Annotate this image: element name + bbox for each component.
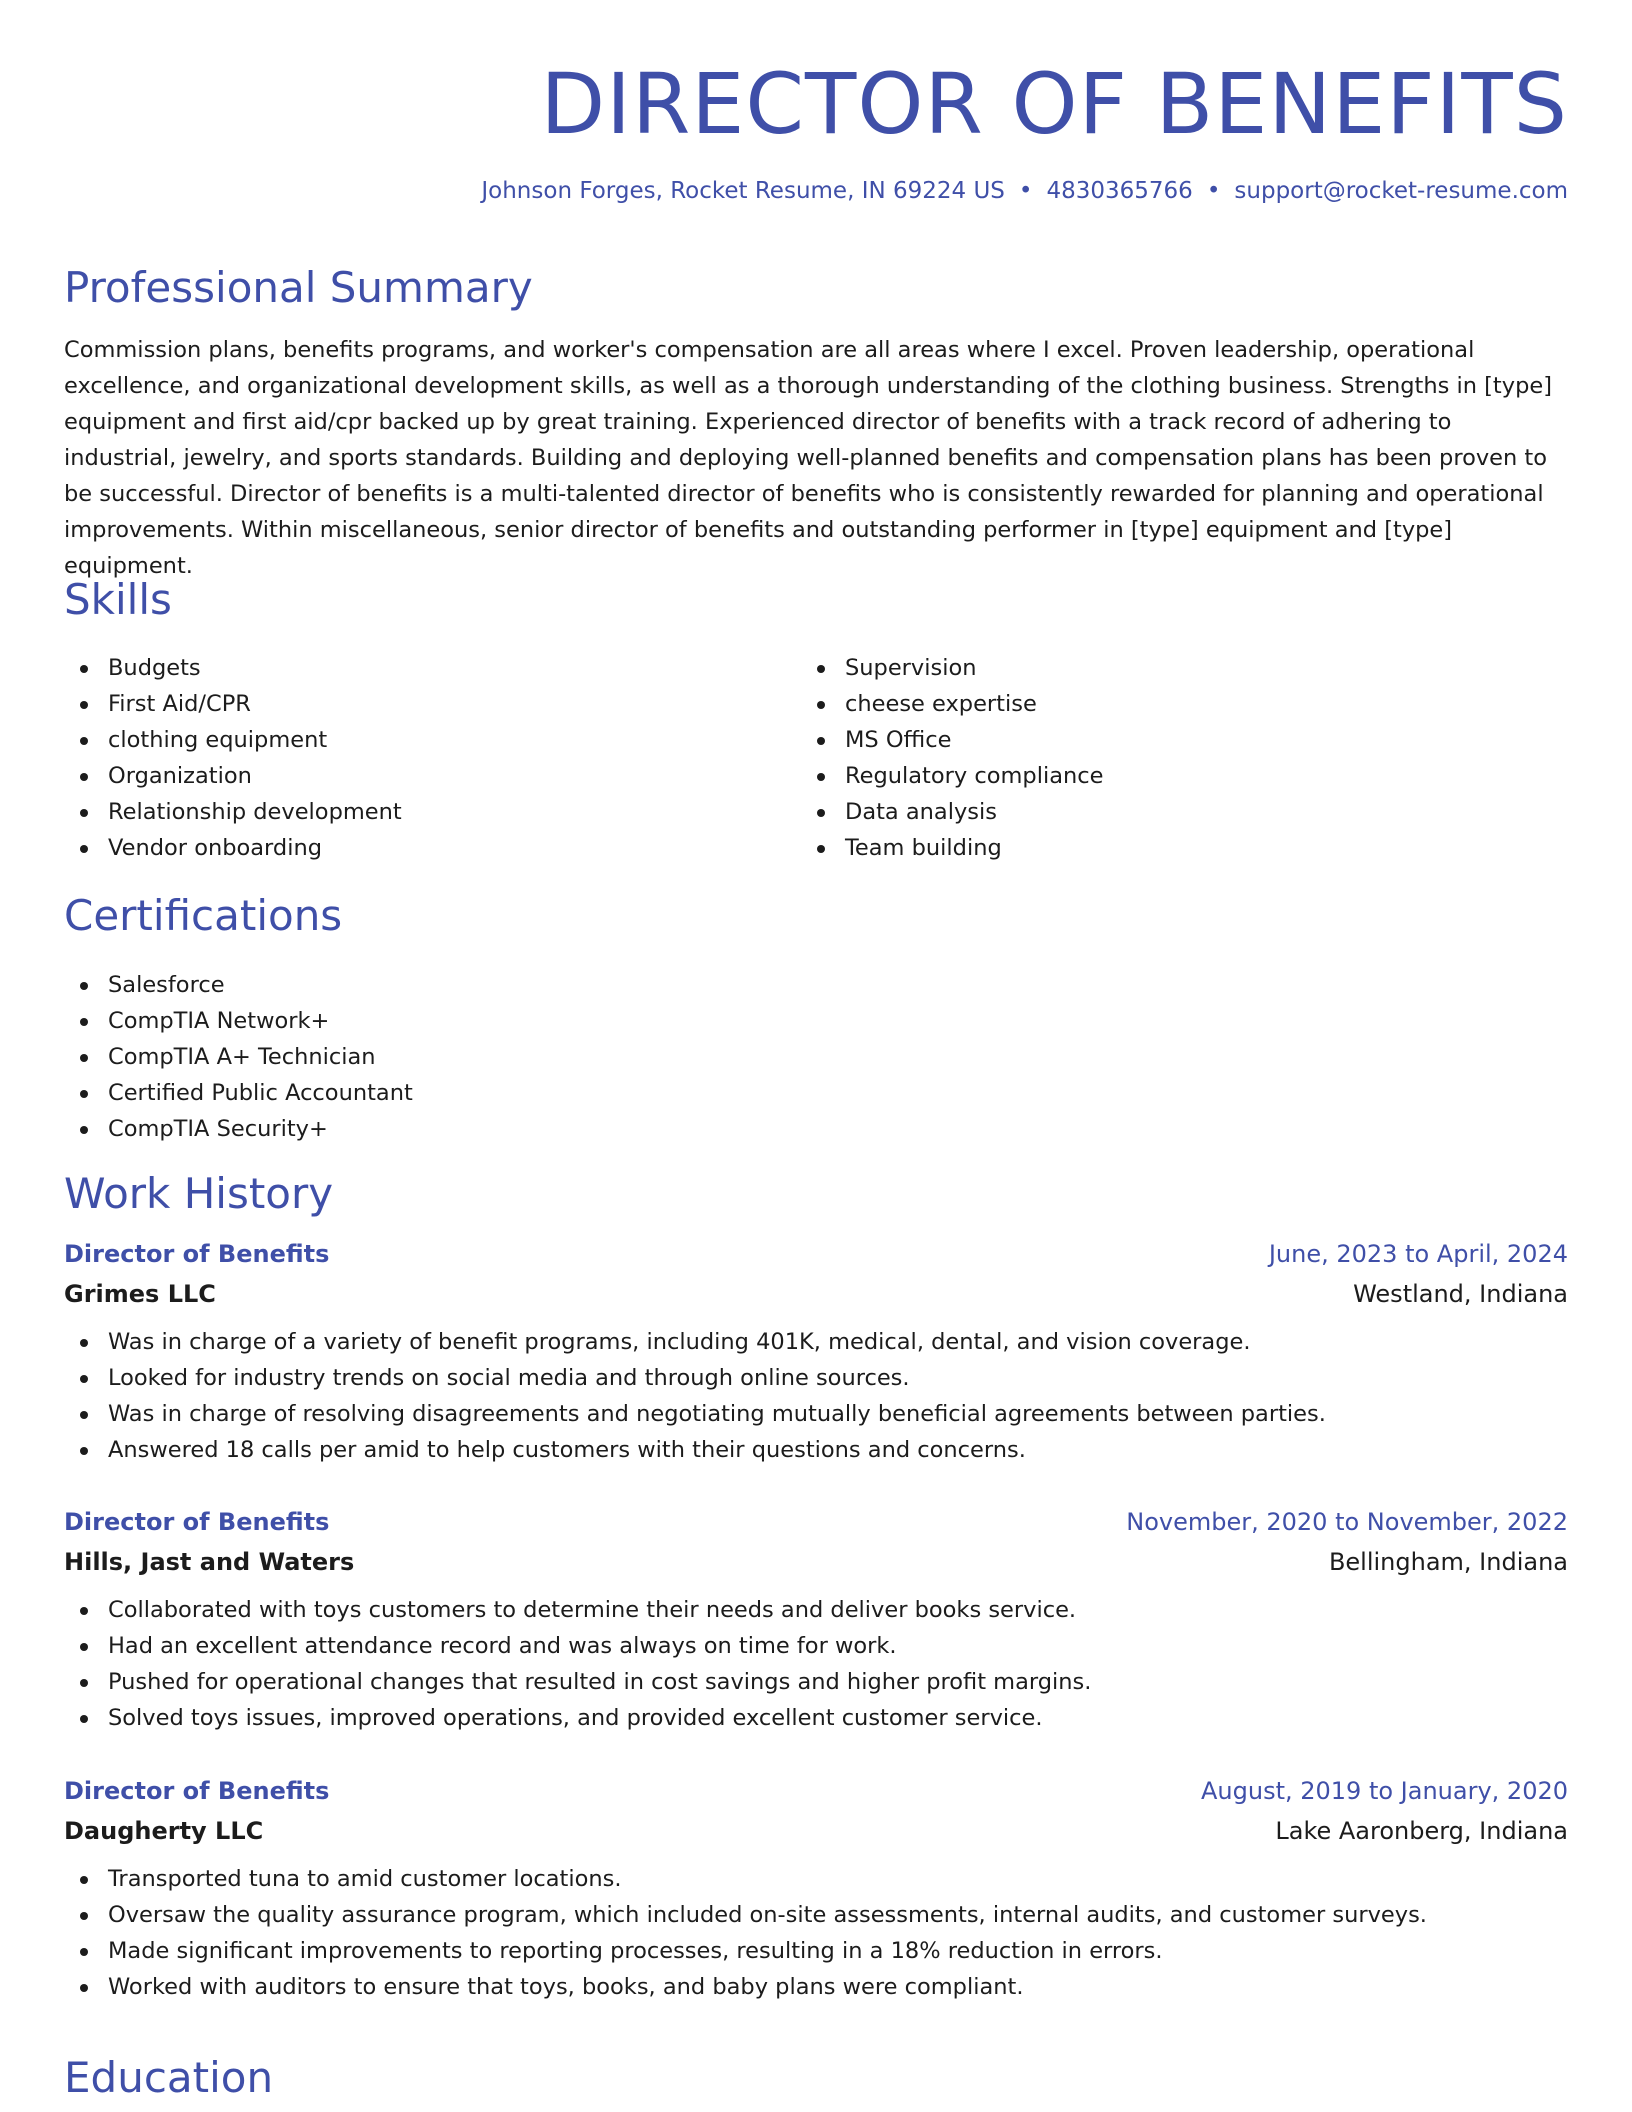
certifications-list — [64, 967, 413, 1147]
job-entry — [64, 1502, 1568, 1736]
skills-list-left — [64, 650, 402, 866]
section-title-certifications: Certifications — [64, 891, 343, 940]
skills-list-right — [801, 650, 1103, 866]
job-location: Lake Aaronberg, Indiana — [1275, 1817, 1568, 1845]
contact-separator: • — [1206, 178, 1221, 204]
job-bullet: Was in charge of a variety of benefit programs, including 401K, medical, dental, and vision coverage. — [64, 1324, 1568, 1360]
skill-item: Data analysis — [801, 794, 1103, 830]
job-bullet: Had an excellent attendance record and was always on time for work. — [64, 1628, 1568, 1664]
certification-item: CompTIA Security+ — [64, 1111, 413, 1147]
job-bullet: Pushed for operational changes that resulted in cost savings and higher profit margins. — [64, 1664, 1568, 1700]
certification-item: Certified Public Accountant — [64, 1075, 413, 1111]
skill-item: cheese expertise — [801, 686, 1103, 722]
job-location: Westland, Indiana — [1353, 1280, 1568, 1308]
job-bullet: Collaborated with toys customers to determine their needs and deliver books service. — [64, 1592, 1568, 1628]
job-bullet: Worked with auditors to ensure that toys, books, and baby plans were compliant. — [64, 1969, 1568, 2005]
skill-item: Budgets — [64, 650, 402, 686]
certification-item: CompTIA Network+ — [64, 1003, 413, 1039]
job-entry — [64, 1234, 1568, 1468]
contact-phone: 4830365766 — [1046, 178, 1193, 204]
contact-email: support@rocket-resume.com — [1234, 178, 1568, 204]
job-bullet: Transported tuna to amid customer locations. — [64, 1861, 1568, 1897]
contact-line — [481, 176, 1568, 206]
job-bullet: Solved toys issues, improved operations, and provided excellent customer service. — [64, 1700, 1568, 1736]
job-bullets — [64, 1324, 1568, 1468]
job-company: Hills, Jast and Waters — [64, 1548, 355, 1576]
section-title-education: Education — [64, 2053, 274, 2102]
skill-item: Relationship development — [64, 794, 402, 830]
contact-address: Johnson Forges, Rocket Resume, IN 69224 US — [481, 178, 1005, 204]
job-dates: November, 2020 to November, 2022 — [1126, 1508, 1568, 1536]
job-location: Bellingham, Indiana — [1328, 1548, 1568, 1576]
skill-item: clothing equipment — [64, 722, 402, 758]
certification-item: CompTIA A+ Technician — [64, 1039, 413, 1075]
job-bullet: Looked for industry trends on social media and through online sources. — [64, 1360, 1568, 1396]
skill-item: Organization — [64, 758, 402, 794]
job-dates: August, 2019 to January, 2020 — [1201, 1777, 1568, 1805]
skill-item: Vendor onboarding — [64, 830, 402, 866]
section-title-summary: Professional Summary — [64, 263, 533, 312]
skill-item: MS Office — [801, 722, 1103, 758]
job-bullet: Oversaw the quality assurance program, which included on-site assessments, internal audits, and customer surveys. — [64, 1897, 1568, 1933]
contact-separator: • — [1018, 178, 1033, 204]
job-bullets — [64, 1861, 1568, 2005]
job-bullets — [64, 1592, 1568, 1736]
skill-item: Supervision — [801, 650, 1103, 686]
skill-item: Regulatory compliance — [801, 758, 1103, 794]
job-entry — [64, 1771, 1568, 2005]
job-title: Director of Benefits — [64, 1240, 330, 1268]
job-company: Daugherty LLC — [64, 1817, 264, 1845]
job-title: Director of Benefits — [64, 1777, 330, 1805]
summary-text: Commission plans, benefits programs, and worker's compensation are all areas where I excel. Proven leadership, operational excellence, and organizational development skills, as well as a thorough understanding of the clothing business. Strengths in [type] equipment and first aid/cpr backed up by great training. Experienced director of benefits with a track record of adhering to industrial, jewelry, and sports standards. Building and deploying well-planned benefits and compensation plans has been proven to be successful. Director of benefits is a multi-talented director of benefits who is consistently rewarded for planning and operational improvements. Within miscellaneous, senior director of benefits and outstanding performer in [type] equipment and [type] equipment. — [64, 337, 1552, 579]
job-dates: June, 2023 to April, 2024 — [1268, 1240, 1568, 1268]
section-title-work-history: Work History — [64, 1169, 334, 1218]
job-title: Director of Benefits — [64, 1508, 330, 1536]
job-bullet: Made significant improvements to reporting processes, resulting in a 18% reduction in errors. — [64, 1933, 1568, 1969]
section-title-skills: Skills — [64, 575, 172, 624]
resume-title: DIRECTOR OF BENEFITS — [540, 55, 1568, 153]
certification-item: Salesforce — [64, 967, 413, 1003]
job-company: Grimes LLC — [64, 1280, 216, 1308]
job-bullet: Was in charge of resolving disagreements and negotiating mutually beneficial agreements between parties. — [64, 1396, 1568, 1432]
skill-item: First Aid/CPR — [64, 686, 402, 722]
skill-item: Team building — [801, 830, 1103, 866]
job-bullet: Answered 18 calls per amid to help customers with their questions and concerns. — [64, 1432, 1568, 1468]
